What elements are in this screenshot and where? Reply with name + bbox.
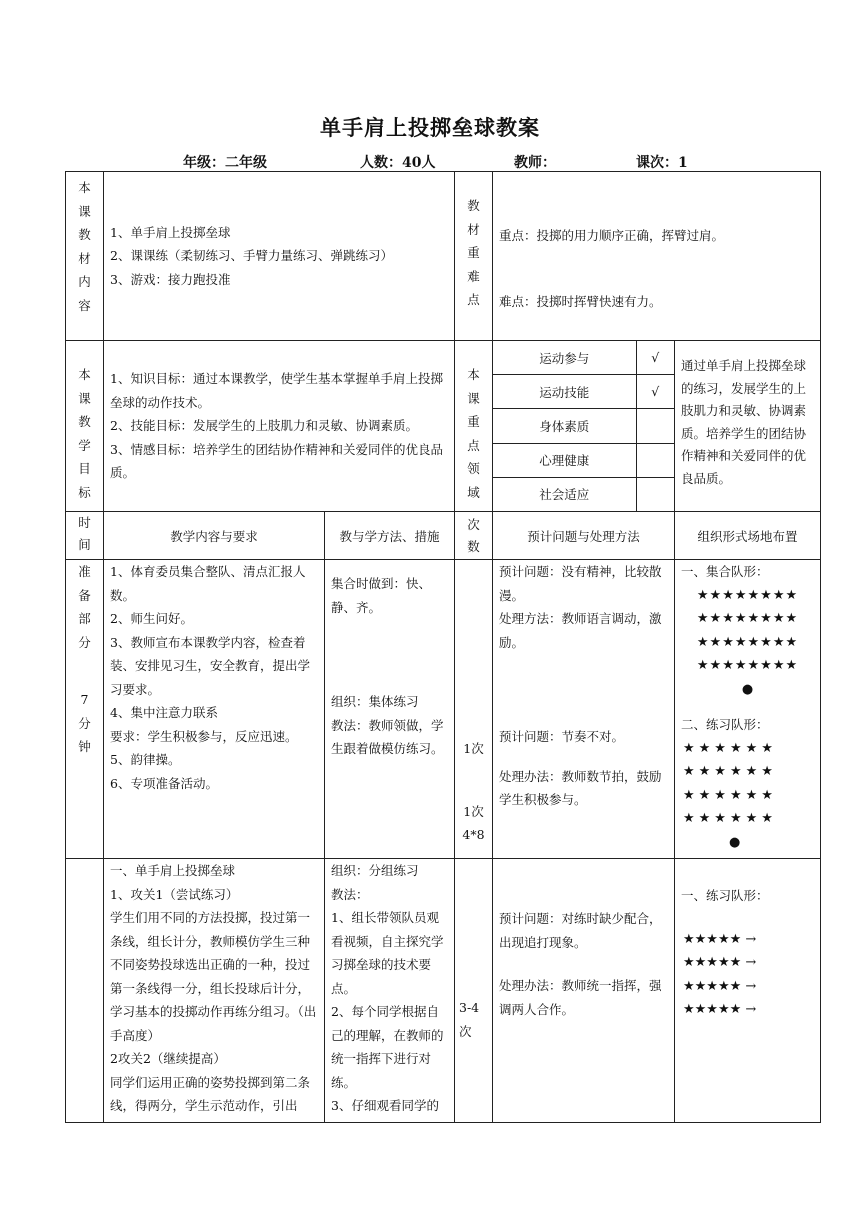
domain-check: √	[636, 375, 674, 409]
objectives-row	[66, 341, 821, 512]
lesson-number-info: 课次：1	[636, 155, 688, 171]
basic-times: 3-4次	[455, 859, 493, 1123]
header-time: 时 间	[66, 512, 104, 560]
practice-formation-title: 二、练习队形：	[681, 717, 769, 732]
lesson-plan-table	[65, 171, 821, 1123]
header-method: 教与学方法、措施	[325, 512, 455, 560]
student-row-stars: ★★★★★★	[683, 764, 777, 779]
teacher-info: 教师：	[514, 155, 556, 171]
material-row	[66, 172, 821, 341]
practice-formation-title: 一、练习队形：	[681, 888, 769, 903]
teacher-dot: ●	[741, 681, 754, 697]
basic-time-label	[66, 859, 104, 1123]
key-points-label: 教 材 重 难 点	[455, 172, 493, 341]
objectives-content: 1、知识目标：通过本课教学，使学生基本掌握单手肩上投掷垒球的动作技术。 2、技能目标：发展学生的上肢肌力和灵敏、协调素质。 3、情感目标：培养学生的团结协作精神和关爱同伴的优良品质。	[104, 341, 455, 512]
assembly-formation-title: 一、集合队形：	[681, 564, 769, 579]
header-problem: 预计问题与处理方法	[493, 512, 675, 560]
key-points-content	[493, 172, 821, 341]
student-row-stars: ★★★★★★★★	[696, 658, 799, 673]
domain-name: 运动技能	[493, 375, 636, 409]
material-content: 1、单手肩上投掷垒球 2、课课练（柔韧练习、手臂力量练习、弹跳练习） 3、游戏：接力跑投准	[104, 172, 455, 341]
student-row-stars: ★★★★★ →	[683, 978, 757, 994]
basic-section-row	[66, 859, 821, 1123]
domain-check	[636, 443, 674, 477]
student-row-stars: ★★★★★ →	[683, 1002, 757, 1017]
prep-time-label: 准 备 部 分 7 分 钟	[66, 560, 104, 859]
basic-org	[675, 859, 821, 1123]
prep-section-row	[66, 560, 821, 859]
student-row-stars: ★★★★★★★★	[696, 634, 799, 650]
student-row-stars: ★★★★★★	[683, 740, 777, 756]
basic-method: 组织：分组练习 教法： 1、组长带领队员观看视频，自主探究学习掷垒球的技术要点。 2、每个同学根据自己的理解，在教师的统一指挥下进行对练。 3、仔细观看同学的	[325, 859, 455, 1123]
teacher-dot: ●	[729, 834, 741, 850]
domain-check	[636, 409, 674, 443]
student-row-stars: ★★★★★★	[683, 811, 777, 826]
student-row-stars: ★★★★★★★★	[696, 611, 799, 626]
domain-name: 社会适应	[539, 487, 590, 503]
domain-label: 本 课 重 点 领 域	[455, 341, 493, 512]
objectives-summary: 通过单手肩上投掷垒球的练习，发展学生的上肢肌力和灵敏、协调素质。培养学生的团结协作精神和关爱同伴的优良品质。	[675, 341, 821, 512]
student-row-stars: ★★★★★★	[683, 787, 777, 803]
domain-check	[636, 477, 674, 511]
objectives-label: 本 课 教 学 目 标	[66, 341, 104, 512]
prep-problem: 预计问题：没有精神，比较散漫。 处理方法：教师语言调动，激励。 预计问题：节奏不对。 处理办法：教师数节拍，鼓励学生积极参与。	[493, 560, 675, 859]
student-row-stars: ★★★★★ →	[683, 931, 757, 947]
domain-checklist	[493, 341, 675, 512]
section-header-row	[66, 512, 821, 560]
key-point: 重点：投掷的用力顺序正确，挥臂过肩。	[499, 228, 725, 243]
grade-info: 年级：二年级	[183, 155, 267, 171]
prep-org	[675, 560, 821, 859]
header-content: 教学内容与要求	[104, 512, 325, 560]
difficulty-point: 难点：投掷时挥臂快速有力。	[499, 293, 662, 309]
student-row-stars: ★★★★★★★★	[696, 587, 799, 603]
domain-name: 身体素质	[493, 409, 636, 443]
page-title: 单手肩上投掷垒球教案	[320, 115, 540, 140]
student-row-stars: ★★★★★ →	[683, 955, 757, 970]
domain-check: √	[636, 341, 674, 375]
basic-content: 一、单手肩上投掷垒球 1、攻关1（尝试练习） 学生们用不同的方法投掷，投过第一条线，组长计分，教师模仿学生三种不同姿势投球选出正确的一种，投过第一条线得一分，组长投球后计分，学习基本的投掷动作再练分组习。（出手高度） 2攻关2（继续提高） 同学们运用正确的姿势投掷到第二条线，得两分，学生示范动作，引出	[104, 859, 325, 1123]
header-org: 组织形式场地布置	[675, 512, 821, 560]
domain-name: 运动参与	[493, 341, 636, 375]
student-count-info: 人数：40人	[360, 155, 436, 171]
prep-times: 1次 1次 4*8	[455, 560, 493, 859]
domain-name: 心理健康	[493, 443, 636, 477]
prep-method: 集合时做到：快、静、齐。 组织：集体练习 教法：教师领做，学生跟着做模仿练习。	[325, 560, 455, 859]
basic-problem: 预计问题：对练时缺少配合，出现追打现象。 处理办法：教师统一指挥，强调两人合作。	[493, 859, 675, 1123]
material-label: 本 课 教 材 内 容	[66, 172, 104, 341]
prep-content: 1、体育委员集合整队、清点汇报人数。 2、师生问好。 3、教师宣布本课教学内容，检查着装、安排见习生，安全教育，提出学习要求。 4、集中注意力联系 要求：学生积极参与，反应迅速。 5、韵律操。 6、专项准备活动。	[104, 560, 325, 859]
header-times: 次 数	[455, 512, 493, 560]
